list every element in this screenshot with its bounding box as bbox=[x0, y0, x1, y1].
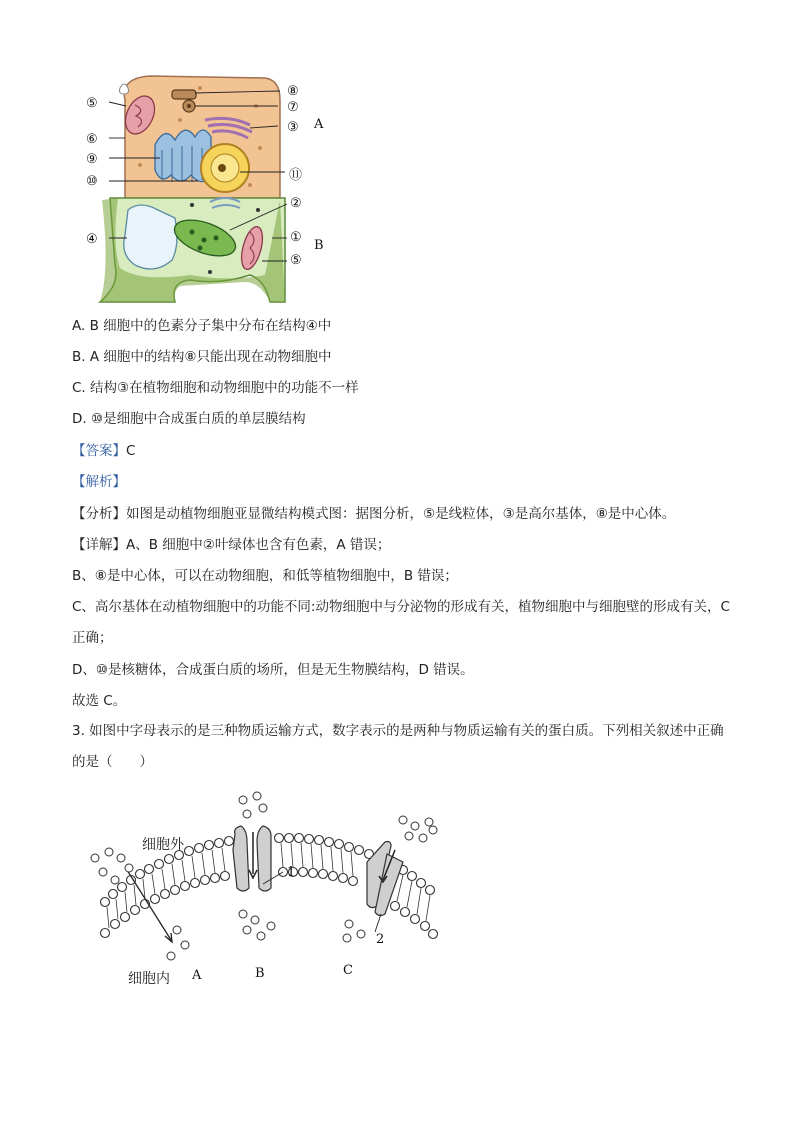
outside-label: 细胞外 bbox=[142, 837, 184, 853]
membrane-transport-figure bbox=[85, 790, 455, 990]
marker-6: ⑥ bbox=[86, 132, 98, 147]
analysis-head-line bbox=[72, 505, 675, 523]
marker-5-b: ⑤ bbox=[290, 253, 302, 268]
detail-a-text: A、B 细胞中②叶绿体也含有色素，A 错误； bbox=[126, 537, 391, 553]
answer-tag: 【答案】 bbox=[72, 443, 126, 459]
inside-label: 细胞内 bbox=[128, 971, 170, 987]
vacuole bbox=[124, 205, 177, 269]
diffusion-arrow bbox=[127, 870, 171, 940]
conclusion-line: 故选 C。 bbox=[72, 693, 127, 709]
channel-protein-left bbox=[233, 826, 249, 891]
marker-7: ⑦ bbox=[287, 100, 299, 115]
cell-a-label: A bbox=[314, 117, 324, 132]
marker-3: ③ bbox=[287, 120, 299, 135]
option-c: C. 结构③在植物细胞和动物细胞中的功能不一样 bbox=[72, 380, 359, 396]
question-3-stem: 3. 如图中字母表示的是三种物质运输方式，数字表示的是两种与物质运输有关的蛋白质。下列相关叙述中正确的是（ ） bbox=[72, 723, 724, 770]
marker-9: ⑨ bbox=[86, 152, 98, 167]
marker-1: ① bbox=[290, 230, 302, 245]
transport-a-label: A bbox=[192, 968, 202, 983]
marker-5-a: ⑤ bbox=[86, 96, 98, 111]
marker-10: ⑩ bbox=[86, 174, 98, 189]
answer-value: C bbox=[126, 443, 136, 459]
protein-2-label: 2 bbox=[376, 932, 385, 947]
cell-b-label: B bbox=[314, 238, 324, 253]
analysis-head-tag: 【分析】 bbox=[72, 506, 126, 522]
answer-line bbox=[72, 442, 135, 460]
marker-4: ④ bbox=[86, 232, 98, 247]
cell-structure-figure bbox=[80, 70, 340, 305]
detail-line-b: B、⑧是中心体，可以在动物细胞，和低等植物细胞中，B 错误； bbox=[72, 568, 458, 584]
detail-line-d: D、⑩是核糖体，合成蛋白质的场所，但是无生物膜结构，D 错误。 bbox=[72, 662, 474, 678]
analysis-line bbox=[72, 473, 126, 491]
channel-protein-right bbox=[257, 826, 271, 891]
marker-11: ⑪ bbox=[289, 168, 303, 183]
marker-2: ② bbox=[290, 196, 302, 211]
analysis-head-text: 如图是动植物细胞亚显微结构模式图：据图分析，⑤是线粒体，③是高尔基体，⑧是中心体。 bbox=[126, 506, 676, 522]
detail-line-a bbox=[72, 536, 390, 554]
protein-1-label: 1 bbox=[287, 865, 296, 880]
membrane-drawing bbox=[85, 790, 455, 990]
transport-c-label: C bbox=[343, 963, 353, 978]
transport-b-label: B bbox=[255, 966, 265, 981]
cell-diagram-drawing bbox=[80, 70, 340, 305]
option-d: D. ⑩是细胞中合成蛋白质的单层膜结构 bbox=[72, 411, 306, 427]
detail-tag: 【详解】 bbox=[72, 537, 126, 553]
detail-line-c: C、高尔基体在动植物细胞中的功能不同:动物细胞中与分泌物的形成有关，植物细胞中与细胞壁的形成有关，C 正确； bbox=[72, 599, 730, 646]
option-b: B. A 细胞中的结构⑧只能出现在动物细胞中 bbox=[72, 349, 332, 365]
marker-8: ⑧ bbox=[287, 84, 299, 99]
analysis-tag: 【解析】 bbox=[72, 474, 126, 490]
option-a: A. B 细胞中的色素分子集中分布在结构④中 bbox=[72, 318, 332, 334]
